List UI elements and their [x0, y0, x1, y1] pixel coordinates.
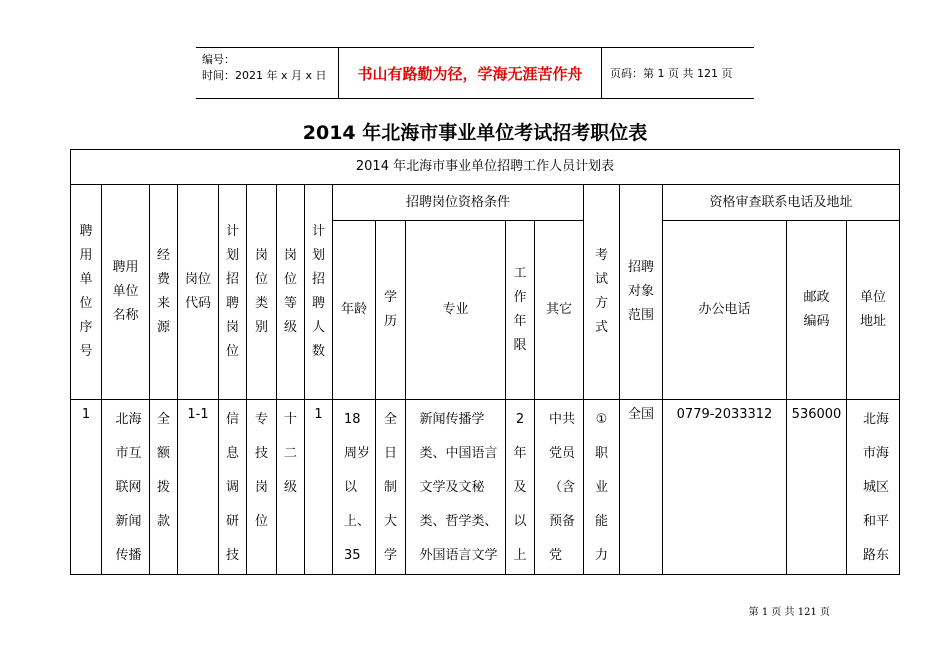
row-post-name [219, 400, 247, 575]
row-postcode-text: 536000 [791, 407, 842, 422]
row-age [333, 400, 376, 575]
header-contact [663, 185, 900, 221]
header-edu [376, 221, 406, 400]
header-target [620, 185, 663, 400]
header-seq-text: 聘 用 单 位 序 号 [79, 224, 93, 359]
row-post-type [247, 400, 277, 575]
header-other-text: 其它 [545, 302, 572, 317]
row-post-level-text: 十 二 级 [283, 412, 297, 495]
row-major-text: 新闻传播学 类、中国语言 文学及文秘 类、哲学类、 外国语言文学 [419, 412, 498, 563]
header-postcode-text: 邮政 编码 [803, 290, 830, 329]
header-address-text: 单位 地址 [859, 290, 886, 329]
header-post-type [247, 185, 277, 400]
row-plan-count [305, 400, 333, 575]
row-edu-text: 全 日 制 大 学 [383, 412, 397, 563]
header-meta [196, 48, 339, 98]
table-caption-text: 2014 年北海市事业单位招聘工作人员计划表 [355, 159, 615, 174]
header-post-name [219, 185, 247, 400]
row-phone-text: 0779-2033312 [676, 407, 773, 422]
row-unit-name [102, 400, 150, 575]
row-years [506, 400, 535, 575]
row-edu [376, 400, 406, 575]
header-exam [584, 185, 620, 400]
header-major [406, 221, 506, 400]
row-seq-text: 1 [81, 407, 91, 422]
header-qualifications-text: 招聘岗位资格条件 [405, 194, 510, 210]
header-postcode [787, 221, 847, 400]
time-text: 时间：2021 年 x 月 x 日 [202, 69, 327, 82]
row-target-text: 全国 [627, 407, 654, 422]
table-caption [71, 150, 900, 185]
header-fund-text: 经 费 来 源 [156, 248, 170, 335]
header-other [535, 221, 584, 400]
header-target-text: 招聘 对象 范围 [627, 260, 654, 323]
document-title: 2014 年北海市事业单位考试招考职位表 [302, 122, 648, 144]
header-years-text: 工 作 年 限 [513, 266, 527, 353]
row-post-type-text: 专 技 岗 位 [254, 412, 268, 529]
row-address-text: 北海 市海 城区 和平 路东 [862, 412, 889, 563]
row-major [406, 400, 506, 575]
document-header [196, 47, 754, 99]
header-address [847, 221, 900, 400]
row-seq [71, 400, 102, 575]
motto: 书山有路勤为径，学海无涯苦作舟 [339, 48, 602, 98]
header-major-text: 专业 [442, 302, 469, 317]
number-label: 编号： [202, 53, 235, 66]
row-age-text: 18 周岁 以 上、 35 [343, 412, 370, 563]
row-fund [150, 400, 178, 575]
row-post-name-text: 信 息 调 研 技 [225, 412, 239, 563]
row-post-code-text: 1-1 [187, 407, 209, 422]
header-unit-name [102, 185, 150, 400]
header-phone-text: 办公电话 [698, 302, 751, 317]
row-other [535, 400, 584, 575]
row-years-text: 2 年 及 以 上 [513, 412, 527, 563]
header-phone [663, 221, 787, 400]
header-plan-count [305, 185, 333, 400]
page-code: 页码：第 1 页 共 121 页 [610, 67, 733, 80]
header-seq [71, 185, 102, 400]
recruitment-table [70, 149, 900, 575]
header-qualifications [333, 185, 584, 221]
row-address [847, 400, 900, 575]
row-fund-text: 全 额 拨 款 [156, 412, 170, 529]
row-other-text: 中共 党员 （含 预备 党 [548, 412, 575, 563]
header-age [333, 221, 376, 400]
header-edu-text: 学 历 [383, 290, 397, 329]
row-unit-name-text: 北海 市互 联网 新闻 传播 [115, 412, 142, 563]
header-unit-name-text: 聘用 单位 名称 [112, 260, 139, 323]
header-post-name-text: 计 划 招 聘 岗 位 [225, 224, 239, 359]
header-contact-text: 资格审查联系电话及地址 [709, 194, 853, 210]
header-post-code-text: 岗位 代码 [184, 272, 211, 311]
header-years [506, 221, 535, 400]
header-post-type-text: 岗 位 类 别 [254, 248, 268, 335]
header-plan-count-text: 计 划 招 聘 人 数 [311, 224, 325, 359]
header-age-text: 年龄 [340, 302, 367, 317]
header-fund [150, 185, 178, 400]
row-post-code [178, 400, 219, 575]
row-exam-text: ① 职 业 能 力 [594, 412, 608, 563]
row-target [620, 400, 663, 575]
row-phone [663, 400, 787, 575]
row-postcode [787, 400, 847, 575]
row-post-level [277, 400, 305, 575]
row-plan-count-text: 1 [314, 407, 323, 422]
page-footer: 第 1 页 共 121 页 [748, 607, 830, 618]
row-exam [584, 400, 620, 575]
header-post-level-text: 岗 位 等 级 [283, 248, 297, 335]
header-exam-text: 考 试 方 式 [594, 248, 608, 335]
header-post-level [277, 185, 305, 400]
header-post-code [178, 185, 219, 400]
